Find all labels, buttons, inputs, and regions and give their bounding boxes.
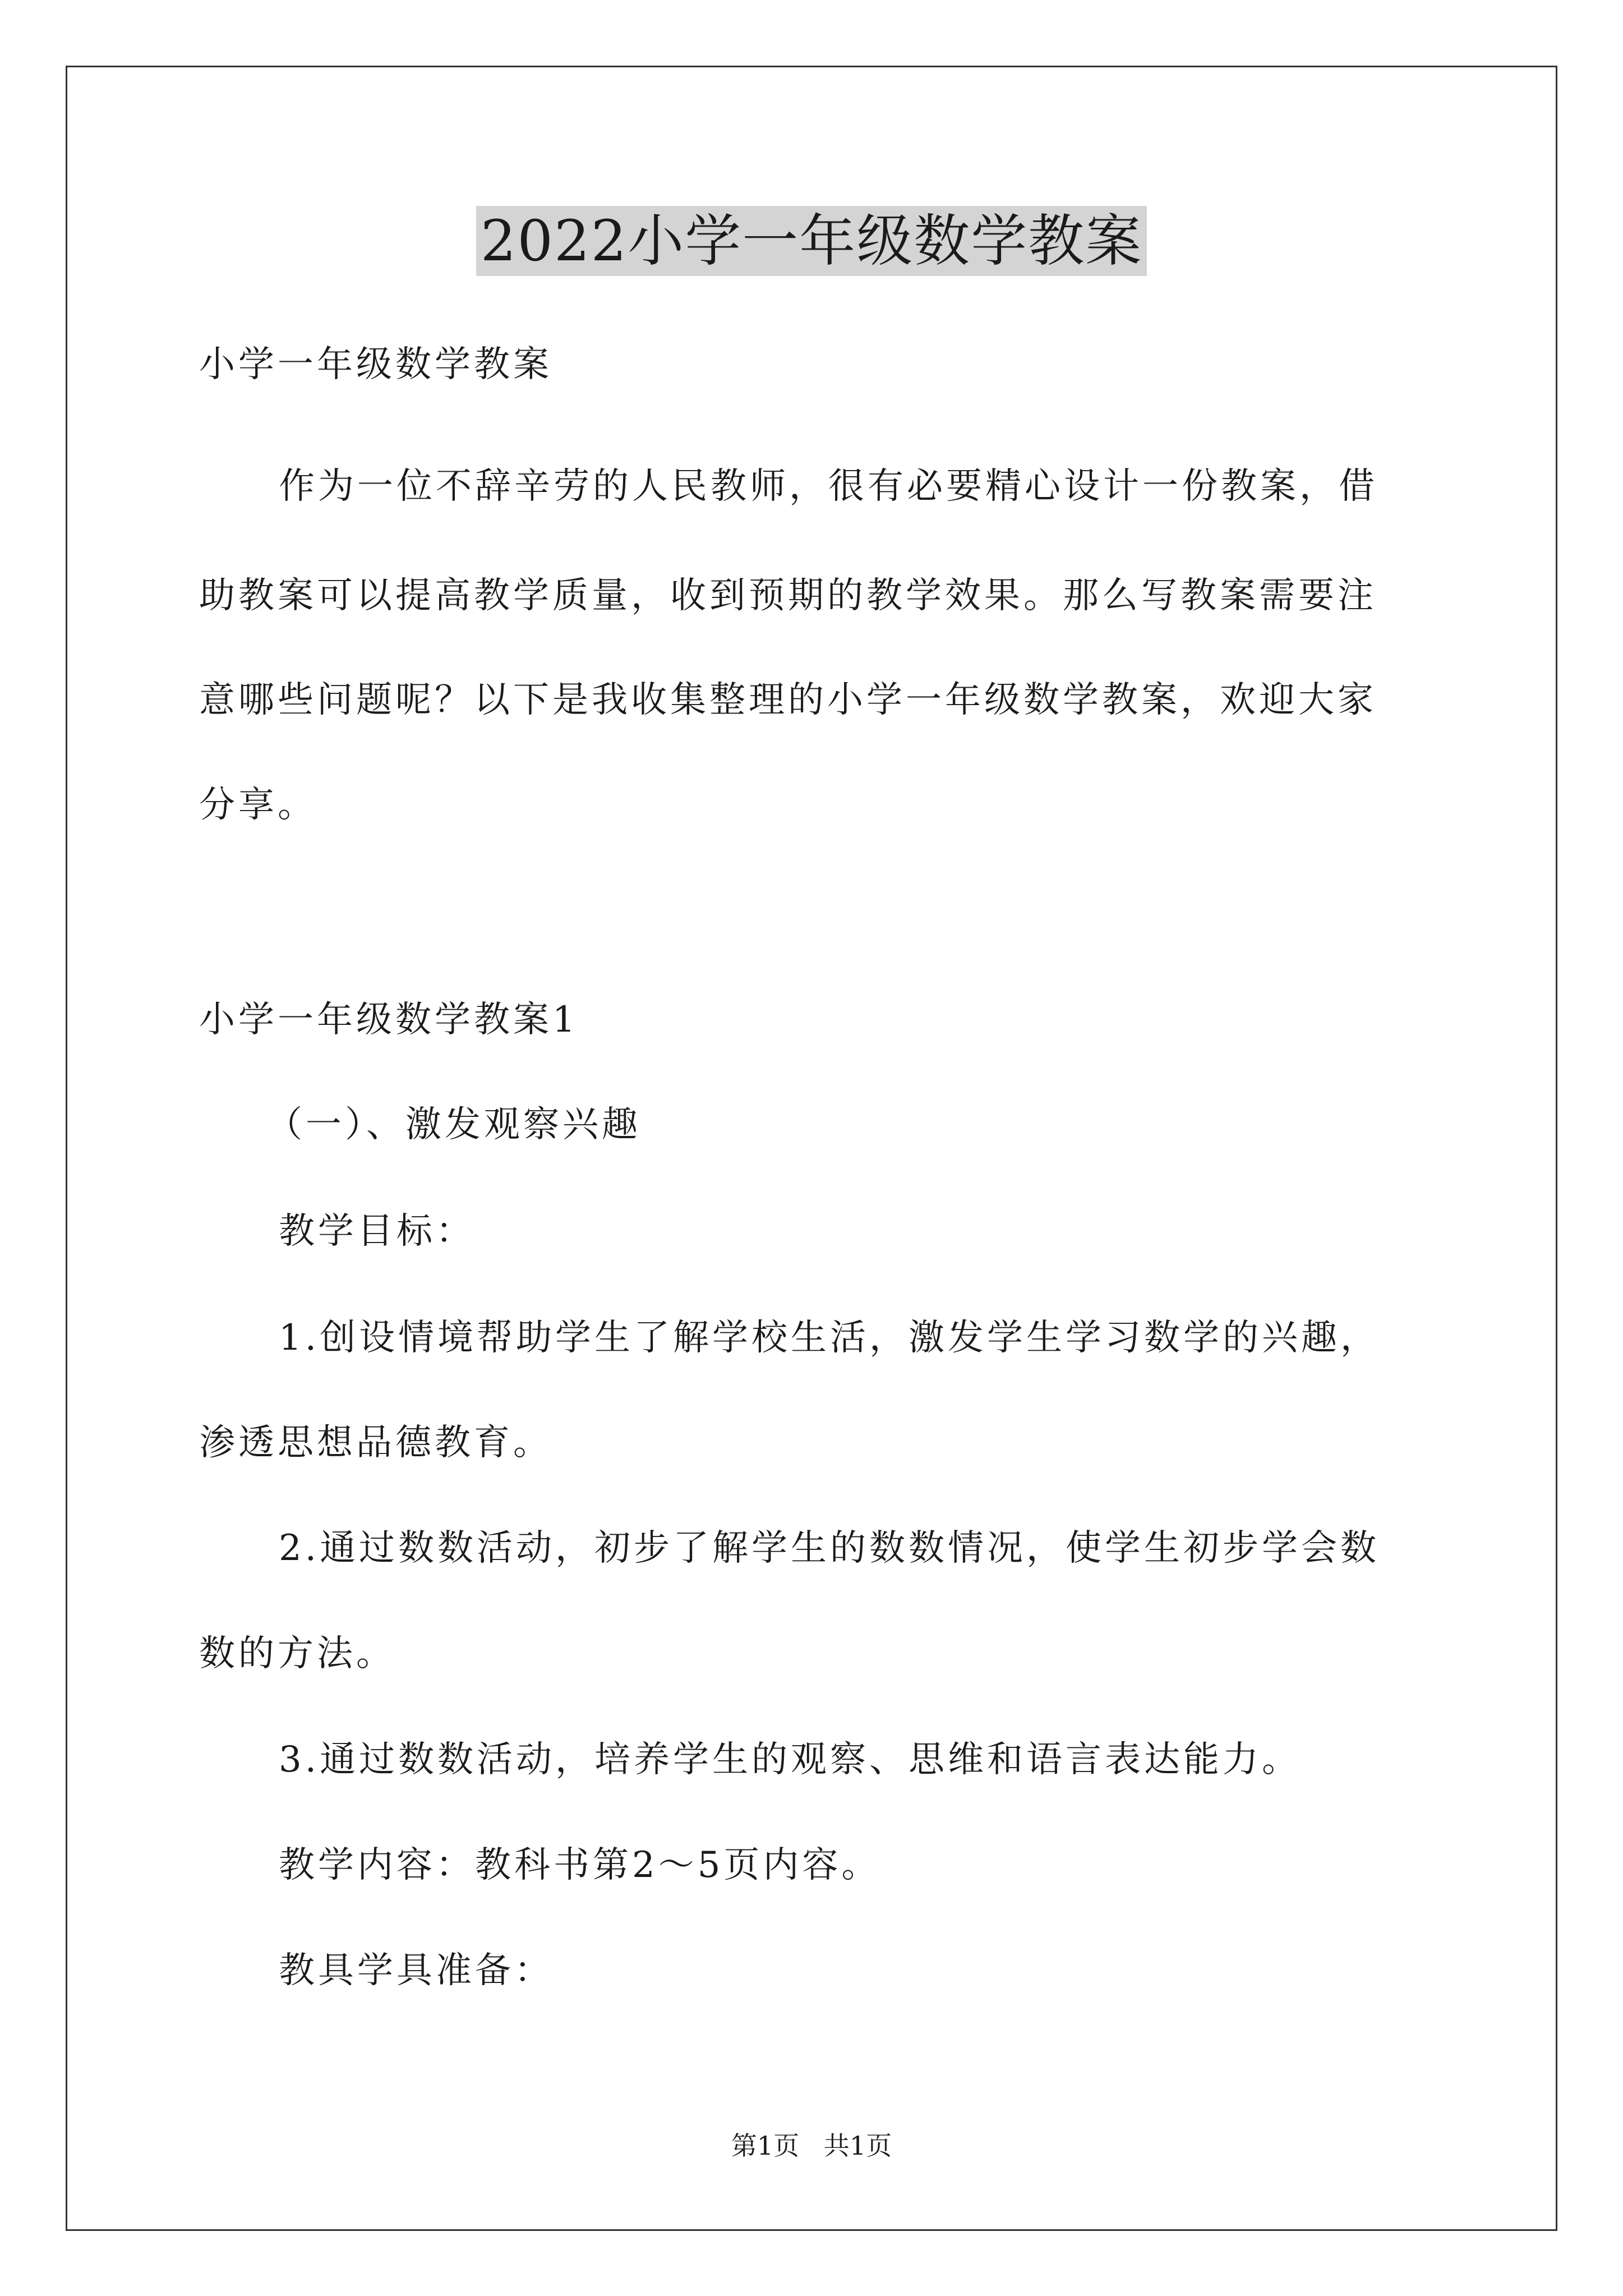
paragraph-line: 2.通过数数活动，初步了解学生的数数情况，使学生初步学会数 [279,1527,1380,1569]
subsection-heading: （一）、激发观察兴趣 [266,1104,641,1145]
paragraph-line: 作为一位不辞辛劳的人民教师，很有必要精心设计一份教案，借 [279,466,1378,507]
paragraph-line: 教具学具准备： [279,1950,554,1991]
paragraph-line: 1.创设情境帮助学生了解学校生活，激发学生学习数学的兴趣， [279,1317,1380,1359]
page-footer: 第1页 共1页 [731,2131,892,2161]
paragraph-line: 教学内容：教科书第2～5页内容。 [279,1844,881,1886]
section-heading: 小学一年级数学教案1 [199,999,579,1041]
document-title [0,202,1623,280]
paragraph-line: 助教案可以提高教学质量，收到预期的教学效果。那么写教案需要注 [199,575,1377,616]
paragraph-line: 意哪些问题呢？以下是我收集整理的小学一年级数学教案，欢迎大家 [199,679,1377,721]
section-heading: 小学一年级数学教案 [199,344,552,385]
paragraph-line: 3.通过数数活动，培养学生的观察、思维和语言表达能力。 [279,1739,1302,1780]
paragraph-line: 分享。 [199,784,317,826]
document-title-text: 2022小学一年级数学教案 [476,206,1147,276]
paragraph-line: 渗透思想品德教育。 [199,1422,552,1464]
paragraph-line: 教学目标： [279,1211,475,1252]
paragraph-line: 数的方法。 [199,1633,395,1674]
